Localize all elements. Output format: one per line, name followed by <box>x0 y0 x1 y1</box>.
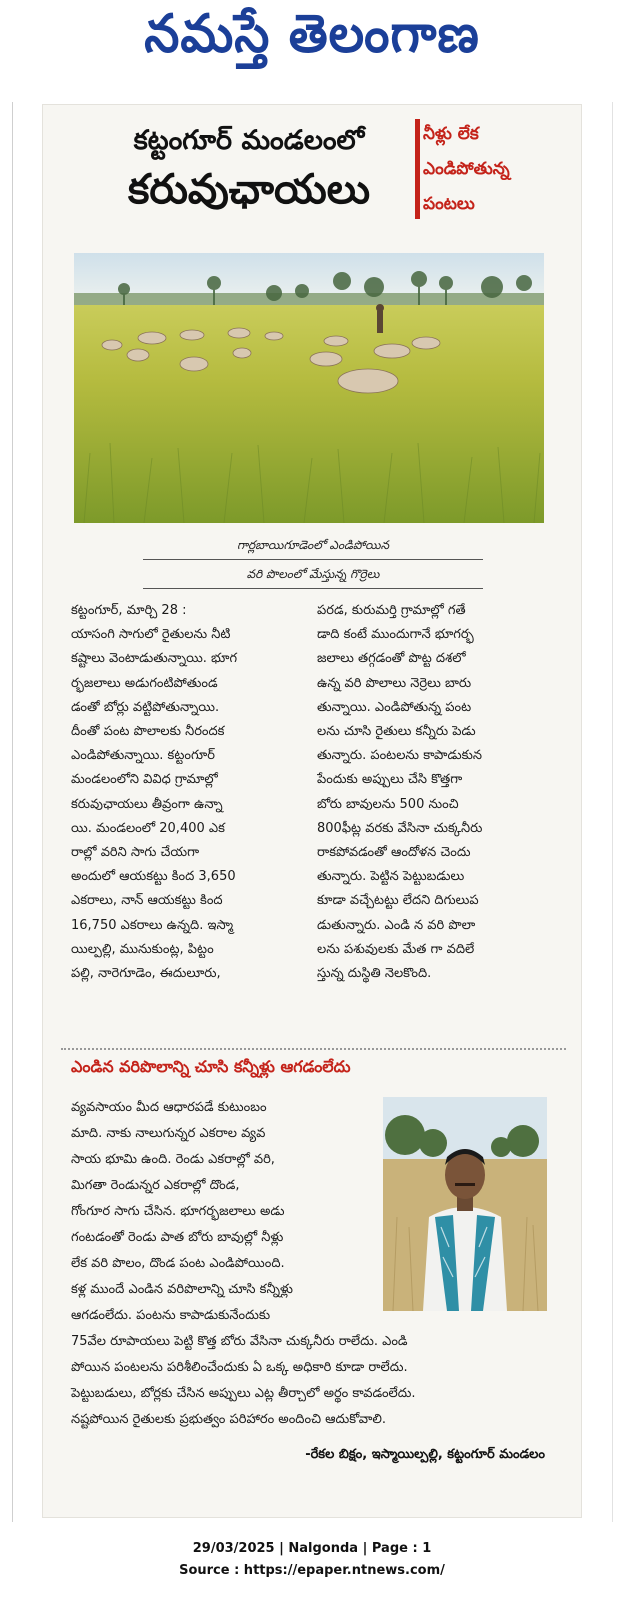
masthead <box>0 0 624 80</box>
body-line: యాసంగి సాగులో రైతులను నీటి <box>71 627 231 643</box>
interview-line: పెట్టుబడులు, బోర్లకు చేసిన అప్పులు ఎట్ల తీర్చాలో అర్థం కావడంలేదు. <box>71 1386 416 1401</box>
body-line: స్తున్న దుస్థితి నెలకొంది. <box>317 966 432 982</box>
body-line: బోరు బావులను 500 నుంచి <box>317 796 459 812</box>
subhead-line: ఎండిపోతున్న <box>423 159 510 179</box>
body-line: తున్నాయి. ఎండిపోతున్న పంట <box>317 699 472 715</box>
column-rule-left <box>12 102 13 1522</box>
body-line: రాకపోవడంతో ఆందోళన చెందు <box>317 845 471 861</box>
column-rule-right <box>612 102 613 1522</box>
body-line: ర్భజలాలు అడుగంటిపోతుండ <box>71 675 218 691</box>
body-line: పరడ, కురుమర్తి గ్రామాల్లో గతే <box>317 603 466 618</box>
interview-line: 75వేల రూపాయలు పెట్టి కొత్త బోరు వేసినా చుక్కనీరు రాలేదు. ఎండి <box>71 1334 408 1349</box>
interview-line: సాయ భూమి ఉంది. రెండు ఎకరాల్లో వరి, <box>71 1152 275 1167</box>
body-line: రాల్లో వరిని సాగు చేయగా <box>71 845 200 861</box>
sheep-grazing-illustration <box>74 253 544 523</box>
body-line: కరువుఛాయలు తీవ్రంగా ఉన్నా <box>71 796 223 812</box>
body-line: 16,750 ఎకరాలు ఉన్నది. ఇస్మా <box>71 917 234 933</box>
section-divider <box>61 1048 566 1050</box>
article-body-left-column <box>71 599 297 986</box>
interview-line: లేక వరి పొలం, దొండ పంట ఎండిపోయింది. <box>71 1256 285 1271</box>
interview-line: మాది. నాకు నాలుగున్నర ఎకరాల వ్యవ <box>71 1126 266 1141</box>
body-line: తున్నారు. పెట్టిన పెట్టుబడులు <box>317 869 465 885</box>
body-line: లను చూసి రైతులు కన్నీరు పెడు <box>317 724 476 740</box>
body-line: యిల్పల్లి, మునుకుంట్ల, పిట్టం <box>71 941 214 957</box>
body-line: యి. మండలంలో 20,400 ఎక <box>71 820 225 836</box>
body-line: కష్టాలు వెంటాడుతున్నాయి. భూగ <box>71 651 238 667</box>
body-line: డంతో బోర్లు వట్టిపోతున్నాయి. <box>71 699 220 715</box>
newspaper-logo: నమస్తే తెలంగాణ <box>144 2 480 64</box>
body-line: పల్లి, నారెగూడెం, ఈదులూరు, <box>71 966 221 982</box>
photo-caption-line-2: వరి పొలంలో మేస్తున్న గొర్రెలు <box>143 560 483 589</box>
page-footer <box>0 1538 624 1582</box>
news-article <box>42 104 582 1518</box>
body-line: కూడా వచ్చేటట్టు లేదని దిగులుప <box>317 893 479 909</box>
headline-line-2: కరువుఛాయలు <box>127 165 371 213</box>
headline <box>69 121 429 217</box>
subhead-divider <box>415 119 420 219</box>
body-line: 800ఫీట్ల వరకు వేసినా చుక్కనీరు <box>317 820 483 836</box>
body-line: అందులో ఆయకట్టు కింద 3,650 <box>71 869 236 885</box>
body-line: కట్టంగూర్, మార్చి 28 : <box>71 603 187 618</box>
body-line: మండలంలోని వివిధ గ్రామాల్లో <box>71 772 218 788</box>
body-line: డుతున్నారు. ఎండి న వరి పొలా <box>317 917 476 933</box>
headline-line-1: కట్టంగూర్ మండలంలో <box>133 125 365 156</box>
footer-source[interactable]: Source : https://epaper.ntnews.com/ <box>179 1563 445 1578</box>
interview-line: గంటడంతో రెండు పాత బోరు బావుల్లో నీళ్లు <box>71 1230 284 1245</box>
article-body-right-column <box>317 599 543 986</box>
interview-heading: ఎండిన వరిపొలాన్ని చూసి కన్నీళ్లు ఆగడంలేదు <box>71 1057 351 1076</box>
subhead <box>423 117 573 222</box>
photo-caption-line-1: గార్లబాయిగూడెంలో ఎండిపోయిన <box>143 531 483 560</box>
interview-line: నష్టపోయిన రైతులకు ప్రభుత్వం పరిహారం అందించి ఆదుకోవాలి. <box>71 1412 387 1427</box>
subhead-line: నీళ్లు లేక <box>423 124 479 144</box>
interview-body <box>71 1095 563 1433</box>
photo-caption <box>143 531 483 589</box>
body-line: దీంతో పంట పొలాలకు నీరందక <box>71 724 225 740</box>
body-line: ఎండిపోతున్నాయి. కట్టంగూర్ <box>71 748 215 764</box>
interview-line: పోయిన పంటలను పరిశీలించేందుకు ఏ ఒక్క అధికారి కూడా రాలేదు. <box>71 1360 408 1375</box>
interview-line: మిగతా రెండున్నర ఎకరాల్లో దొండ, <box>71 1178 240 1193</box>
interview-signature: -రేకల బిక్షం, ఇస్మాయిల్పల్లి, కట్టంగూర్ మండలం <box>305 1447 545 1462</box>
body-line: లను పశువులకు మేత గా వదిలే <box>317 941 475 957</box>
body-line: ఎకరాలు, నాన్ ఆయకట్టు కింద <box>71 893 223 909</box>
body-line: తున్నారు. పంటలను కాపాడుకున <box>317 748 482 764</box>
subhead-line: పంటలు <box>423 194 475 214</box>
body-line: డాది కంటే ముందుగానే భూగర్భ <box>317 627 474 643</box>
interview-line: వ్యవసాయం మీద ఆధారపడే కుటుంబం <box>71 1100 267 1115</box>
interview-line: గోంగూర సాగు చేసిన. భూగర్భజలాలు అడు <box>71 1204 285 1219</box>
body-line: పేందుకు అప్పులు చేసి కొత్తగా <box>317 772 463 788</box>
footer-date-edition: 29/03/2025 | Nalgonda | Page : 1 <box>192 1541 432 1556</box>
interview-line: కళ్ల ముందే ఎండిన వరిపొలాన్ని చూసి కన్నీళ్లు <box>71 1282 293 1297</box>
interview-line: ఆగడంలేదు. పంటను కాపాడుకునేందుకు <box>71 1308 271 1323</box>
body-line: జలాలు తగ్గడంతో పొట్ట దశలో <box>317 651 466 667</box>
field-photo <box>74 253 544 523</box>
body-line: ఉన్న వరి పొలాలు నెర్రెలు బారు <box>317 675 472 691</box>
